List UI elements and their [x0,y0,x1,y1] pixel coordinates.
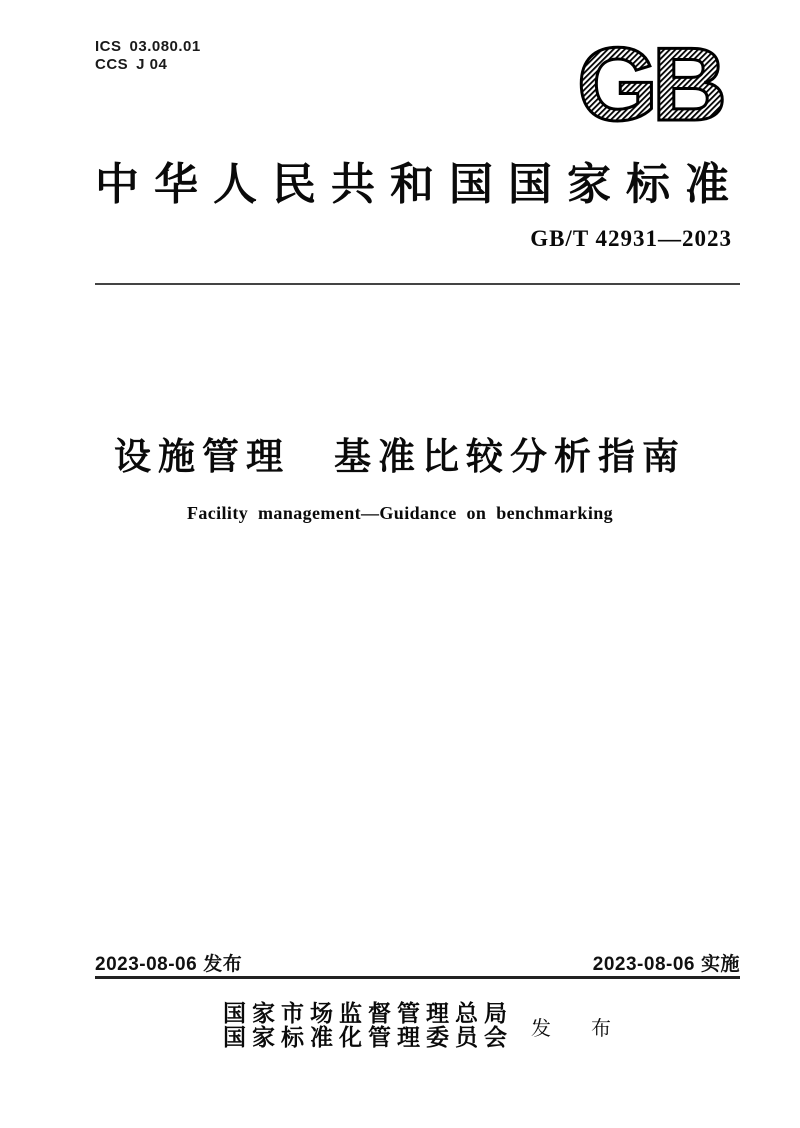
issue-date-value: 2023-08-06 [95,954,198,975]
publisher-block [223,1002,621,1050]
ccs-value: J 04 [136,56,168,73]
header-divider [95,283,740,285]
ics-code [95,38,201,56]
ccs-code [95,56,201,74]
publish-action-label: 发 布 [531,1017,621,1040]
standard-number: GB/T 42931—2023 [530,226,732,251]
implementation-date-label: 实施 [700,954,740,975]
footer-divider [95,976,740,979]
national-standard-title: 中华人民共和国国家标准 [95,160,744,209]
issue-date [95,949,242,976]
publisher-line-2: 国家标准化管理委员会 [223,1025,513,1050]
classification-codes [95,38,201,74]
document-title-en: Facility management—Guidance on benchmarking [186,503,614,523]
publisher-names [223,1002,513,1050]
issue-date-label: 发布 [203,954,243,975]
implementation-date-value: 2023-08-06 [592,954,695,975]
publisher-line-1: 国家市场监督管理总局 [223,1001,513,1026]
dates-row [95,949,740,976]
gb-logo-icon [550,38,748,130]
gb-logo-text: GB [577,38,721,130]
ics-value: 03.080.01 [129,38,201,55]
ccs-label: CCS [95,56,129,73]
ics-label: ICS [95,38,122,55]
implementation-date [593,949,740,976]
document-title-zh: 设施管理 基准比较分析指南 [114,436,686,477]
